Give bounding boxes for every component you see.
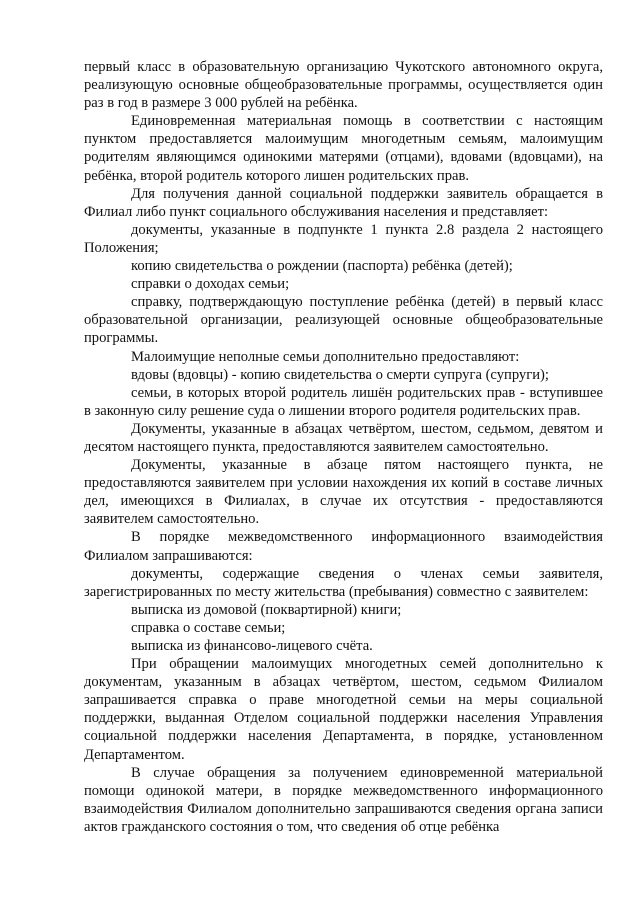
paragraph-7: справку, подтверждающую поступление ребёнка (детей) в первый класс образовательной организации, реализующей основные общеобразовательные программы. xyxy=(84,294,603,347)
paragraph-5: копию свидетельства о рождении (паспорта) ребёнка (детей); xyxy=(131,258,513,275)
paragraph-17: выписка из финансово-лицевого счёта. xyxy=(131,638,373,654)
document-body xyxy=(84,58,603,836)
paragraph-18: При обращении малоимущих многодетных семей дополнительно к документам, указанным в абзацах четвёртом, шестом, седьмом Филиалом запрашивается справка о праве многодетной семьи на меры социальной поддержки, выданная Отделом социальной поддержки населения Управления социальной поддержки населения Департамента, в порядке, установленном Департаментом. xyxy=(84,656,603,763)
paragraph-16: справка о составе семьи; xyxy=(131,619,286,636)
paragraph-19: В случае обращения за получением единовременной материальной помощи одинокой матери, в порядке межведомственного информационного взаимодействия Филиалом дополнительно запрашиваются сведения органа записи актов гражданского состояния о том, что сведения об отце ребёнка xyxy=(84,764,603,835)
paragraph-4: документы, указанные в подпункте 1 пункта 2.8 раздела 2 настоящего Положения; xyxy=(84,221,603,256)
paragraph-6: справки о доходах семьи; xyxy=(131,276,290,293)
paragraph-8: Малоимущие неполные семьи дополнительно предоставляют: xyxy=(131,348,520,365)
paragraph-14: документы, содержащие сведения о членах семьи заявителя, зарегистрированных по месту жительства (пребывания) совместно с заявителем: xyxy=(84,565,603,600)
paragraph-12: Документы, указанные в абзаце пятом настоящего пункта, не предоставляются заявителем при условии нахождения их копий в составе личных дел, имеющихся в Филиалах, в случае их отсутствия - предоставляются заявителем самостоятельно. xyxy=(84,457,603,528)
paragraph-1: первый класс в образовательную организацию Чукотского автономного округа, реализующую основные общеобразовательные программы, осуществляется один раз в год в размере 3 000 рублей на ребёнка. xyxy=(84,59,603,112)
paragraph-9: вдовы (вдовцы) - копию свидетельства о смерти супруга (супруги); xyxy=(131,366,549,383)
paragraph-3: Для получения данной социальной поддержки заявитель обращается в Филиал либо пункт социального обслуживания населения и представляет: xyxy=(84,185,603,220)
paragraph-11: Документы, указанные в абзацах четвёртом, шестом, седьмом, девятом и десятом настоящего пункта, предоставляются заявителем самостоятельно. xyxy=(84,420,603,455)
paragraph-15: выписка из домовой (поквартирной) книги; xyxy=(131,601,402,618)
paragraph-13: В порядке межведомственного информационного взаимодействия Филиалом запрашиваются: xyxy=(84,529,603,564)
paragraph-10: семьи, в которых второй родитель лишён родительских прав - вступившее в законную силу решение суда о лишении второго родителя родительских прав. xyxy=(84,384,603,419)
paragraph-2: Единовременная материальная помощь в соответствии с настоящим пунктом предоставляется малоимущим многодетным семьям, малоимущим родителям являющимся одинокими матерями (отцами), вдовами (вдовцами), на ребёнка, второй родитель которого лишен родительских прав. xyxy=(84,113,603,184)
